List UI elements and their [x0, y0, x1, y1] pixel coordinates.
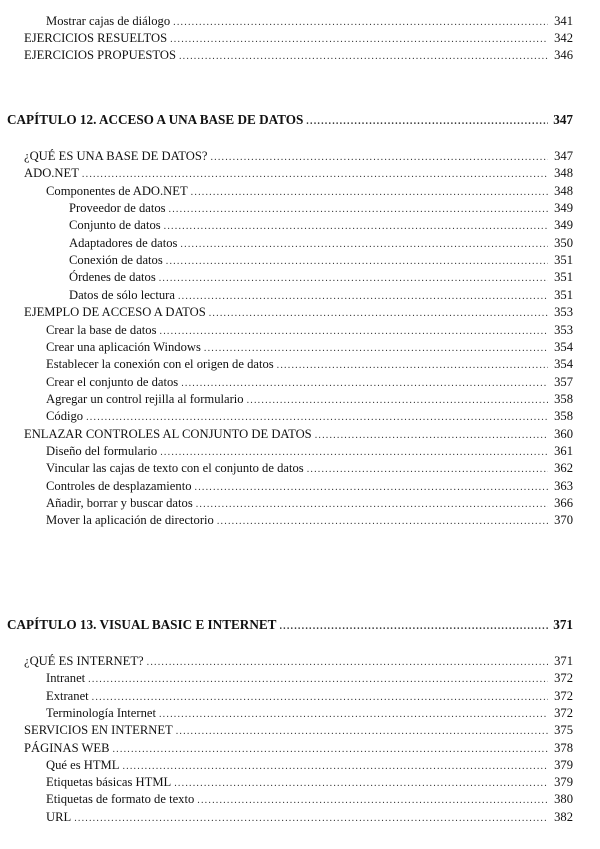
dot-leader [210, 150, 548, 165]
toc-entry-title: Proveedor de datos [69, 201, 166, 216]
toc-page-number: 351 [554, 270, 573, 285]
toc-entry [46, 706, 573, 722]
toc-entry [46, 357, 573, 373]
toc-entry-title: Conexión de datos [69, 253, 163, 268]
toc-entry-title: SERVICIOS EN INTERNET [24, 723, 173, 738]
toc-entry [46, 14, 573, 30]
dot-leader [306, 114, 548, 129]
toc-entry [46, 392, 573, 408]
toc-page-number: 375 [554, 723, 573, 738]
toc-entry-title: Diseño del formulario [46, 443, 158, 458]
toc-entry-title: CAPÍTULO 12. ACCESO A UNA BASE DE DATOS [7, 112, 304, 127]
toc-page-number: 347 [554, 149, 573, 163]
dot-leader [247, 393, 548, 408]
toc-entry-title: Intranet [46, 671, 86, 686]
toc-entry-title: Añadir, borrar y buscar datos [46, 496, 193, 510]
toc-entry [69, 201, 573, 217]
toc-entry-title: ADO.NET [24, 166, 79, 181]
dot-leader [160, 324, 549, 339]
toc-entry [46, 810, 573, 826]
toc-page-number: 351 [554, 253, 573, 268]
toc-entry-title: ¿QUÉ ES UNA BASE DE DATOS? [24, 149, 208, 163]
toc-entry [46, 340, 573, 356]
dot-leader [307, 462, 548, 477]
toc-entry [46, 461, 573, 477]
toc-page-number: 348 [554, 183, 573, 198]
toc-entry [46, 775, 573, 791]
toc-entry [46, 409, 573, 425]
toc-page-number: 371 [553, 617, 573, 632]
toc-entry [46, 671, 573, 687]
dot-leader [160, 445, 548, 460]
toc-page-number: 371 [554, 654, 573, 668]
dot-leader [217, 514, 548, 529]
dot-leader [82, 167, 548, 182]
toc-entry-title: ENLAZAR CONTROLES AL CONJUNTO DE DATOS [24, 426, 312, 441]
toc-entry-title: Órdenes de datos [69, 270, 156, 285]
toc-page-number: 341 [554, 14, 573, 28]
toc-entry-title: Agregar un control rejilla al formulario [46, 391, 244, 406]
toc-page-number: 361 [554, 443, 573, 458]
toc-entry [24, 654, 573, 670]
dot-leader [209, 306, 548, 321]
toc-entry [46, 689, 573, 705]
toc-entry [46, 323, 573, 339]
toc-entry [24, 741, 573, 757]
dot-leader [159, 271, 548, 286]
dot-leader [191, 185, 548, 200]
toc-entry-title: Etiquetas de formato de texto [46, 792, 195, 807]
toc-entry [24, 48, 573, 64]
toc-entry-title: Conjunto de datos [69, 218, 161, 233]
dot-leader [88, 672, 548, 687]
toc-page-number: 354 [554, 339, 573, 354]
toc-page-number: 366 [554, 496, 573, 510]
chapter-heading [7, 112, 573, 129]
dot-leader [196, 497, 548, 512]
toc-entry [46, 479, 573, 495]
toc-page-number: 346 [554, 48, 573, 63]
toc-page-number: 358 [554, 409, 573, 424]
toc-page-number: 347 [553, 112, 573, 127]
toc-entry [46, 496, 573, 512]
toc-page-number: 362 [554, 461, 573, 476]
toc-entry-title: Componentes de ADO.NET [46, 183, 188, 198]
toc-entry-title: ¿QUÉ ES INTERNET? [24, 654, 144, 668]
toc-page-number: 342 [554, 31, 573, 46]
toc-entry-title: EJERCICIOS PROPUESTOS [24, 48, 176, 63]
toc-entry-title: Terminología Internet [46, 705, 156, 720]
toc-entry [24, 427, 573, 443]
toc-page-number: 351 [554, 287, 573, 302]
toc-entry-title: Datos de sólo lectura [69, 287, 175, 302]
toc-entry [69, 253, 573, 269]
toc-entry-title: Extranet [46, 688, 89, 703]
toc-page-number: 358 [554, 391, 573, 406]
toc-entry-title: Mostrar cajas de diálogo [46, 14, 171, 28]
dot-leader [279, 619, 548, 634]
toc-entry-title: Etiquetas básicas HTML [46, 775, 172, 790]
dot-leader [159, 707, 548, 722]
dot-leader [197, 793, 548, 808]
toc-entry-title: Código [46, 409, 84, 424]
toc-page-number: 360 [554, 426, 573, 441]
chapter-heading [7, 617, 573, 634]
toc-entry-title: PÁGINAS WEB [24, 740, 110, 755]
toc-page-number: 353 [554, 305, 573, 320]
toc-page-number: 353 [554, 322, 573, 337]
dot-leader [174, 776, 548, 791]
dot-leader [122, 759, 548, 774]
toc-page-number: 354 [554, 357, 573, 372]
toc-page-number: 348 [554, 166, 573, 181]
toc-entry [69, 218, 573, 234]
toc-page-number: 380 [554, 792, 573, 807]
toc-entry [46, 513, 573, 529]
dot-leader [181, 376, 548, 391]
toc-page-number: 372 [554, 671, 573, 686]
dot-leader [169, 202, 548, 217]
dot-leader [173, 15, 548, 30]
toc-entry-title: Vincular las cajas de texto con el conjunto de datos [46, 461, 304, 476]
toc-entry-title: Crear una aplicación Windows [46, 339, 201, 354]
toc-entry-title: Crear la base de datos [46, 322, 157, 337]
toc-entry [24, 723, 573, 739]
toc-entry-title: Crear el conjunto de datos [46, 374, 179, 389]
toc-entry [46, 184, 573, 200]
toc-entry-title: EJERCICIOS RESUELTOS [24, 31, 168, 46]
dot-leader [86, 410, 548, 425]
toc-entry [69, 236, 573, 252]
dot-leader [195, 480, 549, 495]
toc-page-number: 350 [554, 235, 573, 250]
dot-leader [176, 724, 548, 739]
toc-entry [46, 758, 573, 774]
toc-page-number: 349 [554, 218, 573, 233]
toc-page-number: 372 [554, 705, 573, 720]
toc-entry-title: Mover la aplicación de directorio [46, 513, 214, 528]
dot-leader [166, 254, 548, 269]
dot-leader [179, 49, 548, 64]
toc-entry [24, 166, 573, 182]
toc-page-number: 349 [554, 201, 573, 216]
toc-entry-title: Qué es HTML [46, 757, 120, 772]
dot-leader [92, 690, 548, 705]
dot-leader [147, 655, 548, 670]
toc-entry-title: Adaptadores de datos [69, 235, 178, 250]
toc-entry [69, 288, 573, 304]
toc-entry-title: EJEMPLO DE ACCESO A DATOS [24, 305, 206, 320]
dot-leader [178, 289, 548, 304]
toc-entry [46, 444, 573, 460]
toc-page-number: 379 [554, 757, 573, 772]
dot-leader [74, 811, 548, 826]
toc-entry-title: Establecer la conexión con el origen de datos [46, 357, 274, 372]
toc-page-number: 363 [554, 478, 573, 493]
dot-leader [112, 742, 548, 757]
toc-entry [24, 305, 573, 321]
toc-page-number: 370 [554, 513, 573, 528]
toc-entry [46, 375, 573, 391]
toc-entry-title: CAPÍTULO 13. VISUAL BASIC E INTERNET [7, 617, 277, 632]
dot-leader [204, 341, 548, 356]
toc-page-number: 378 [554, 740, 573, 755]
dot-leader [277, 358, 548, 373]
toc-page-number: 372 [554, 688, 573, 703]
toc-entry-title: Controles de desplazamiento [46, 478, 192, 493]
toc-entry [24, 149, 573, 165]
toc-page-number: 357 [554, 374, 573, 389]
dot-leader [315, 428, 548, 443]
toc-page-number: 379 [554, 775, 573, 790]
toc-entry [24, 31, 573, 47]
dot-leader [164, 219, 548, 234]
toc-entry [46, 792, 573, 808]
toc-page-number: 382 [554, 809, 573, 824]
dot-leader [180, 237, 548, 252]
toc-entry-title: URL [46, 809, 72, 824]
dot-leader [170, 32, 548, 47]
toc-entry [69, 270, 573, 286]
